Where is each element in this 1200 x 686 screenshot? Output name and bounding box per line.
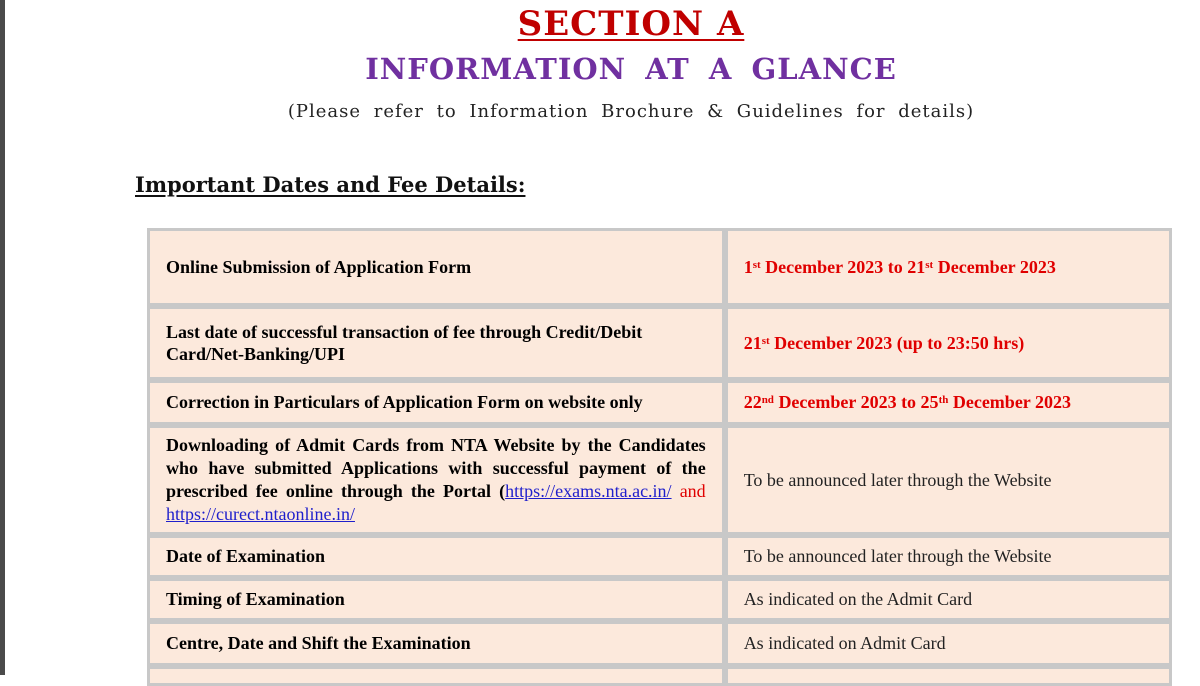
page-subtitle: INFORMATION AT A GLANCE xyxy=(365,52,897,86)
table-row xyxy=(147,306,1172,380)
row-value: 22nd December 2023 to 25th December 2023 xyxy=(725,380,1172,425)
table-row xyxy=(147,621,1172,666)
row-value: To be announced later through the Website xyxy=(725,425,1172,535)
important-dates-heading: Important Dates and Fee Details: xyxy=(135,172,526,197)
table-row xyxy=(147,535,1172,578)
curect-portal-link[interactable]: https://curect.ntaonline.in/ xyxy=(166,504,355,524)
row-value: To be announced later through the Website xyxy=(725,535,1172,578)
row-label: Correction in Particulars of Application Form on website only xyxy=(147,380,725,425)
row-value: 1st December 2023 to 21st December 2023 xyxy=(725,228,1172,306)
brochure-note: (Please refer to Information Brochure & Guidelines for details) xyxy=(287,101,975,122)
row-value: 21st December 2023 (up to 23:50 hrs) xyxy=(725,306,1172,380)
row-label: Online Submission of Application Form xyxy=(147,228,725,306)
section-title: SECTION A xyxy=(517,4,745,44)
row-value: As indicated on the Admit Card xyxy=(725,578,1172,621)
row-label: Last date of successful transaction of fee through Credit/Debit Card/Net-Banking/UPI xyxy=(147,306,725,380)
table-row xyxy=(147,578,1172,621)
table-row xyxy=(147,425,1172,535)
table-row xyxy=(147,380,1172,425)
nta-exams-link[interactable]: https://exams.nta.ac.in/ xyxy=(505,481,672,501)
important-dates-table xyxy=(147,228,1172,686)
row-label: Date of Examination xyxy=(147,535,725,578)
row-label: Timing of Examination xyxy=(147,578,725,621)
row-label: Downloading of Admit Cards from NTA Website by the Candidates who have submitted Applications with successful payment of the prescribed fee online through the Portal (https://exams.nta.ac.in/ and https://curect.ntaonline.in/ xyxy=(147,425,725,535)
row-value: As indicated on Admit Card xyxy=(725,621,1172,666)
table-row xyxy=(147,228,1172,306)
table-row-partial xyxy=(147,666,1172,686)
row-label: Centre, Date and Shift the Examination xyxy=(147,621,725,666)
